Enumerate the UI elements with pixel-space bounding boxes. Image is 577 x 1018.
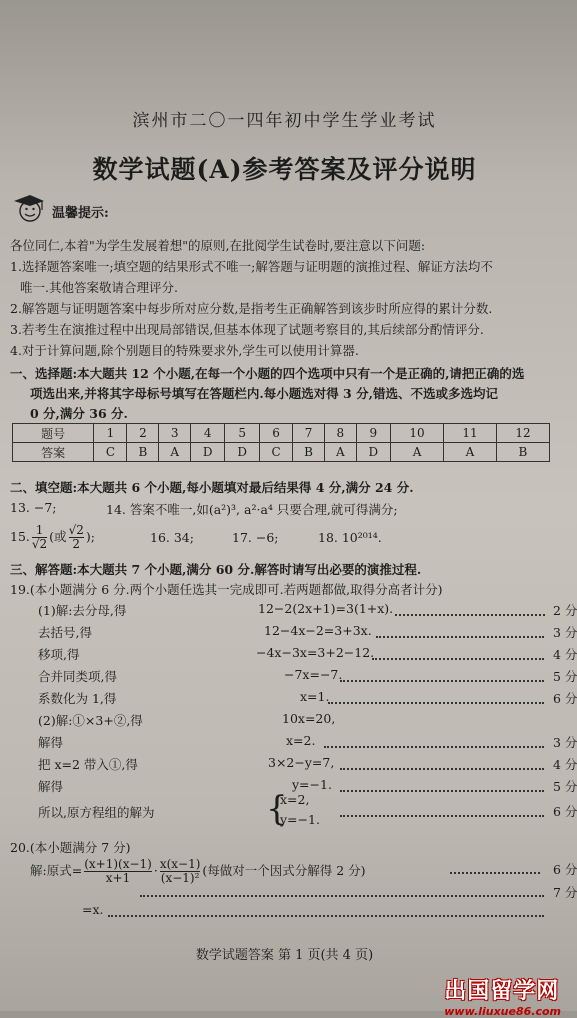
step-score: 4 分	[553, 647, 577, 662]
step-math: 10x=20,	[282, 711, 336, 726]
leader-dots	[395, 614, 545, 616]
denominator: √2	[31, 537, 48, 551]
question-number: 11	[444, 424, 497, 443]
answer-cell: A	[159, 443, 190, 462]
question-number: 4	[190, 424, 225, 443]
fraction	[160, 858, 201, 885]
step-score: 6 分	[553, 862, 577, 877]
fraction	[69, 524, 84, 551]
answer-16: 16. 34;	[150, 530, 194, 545]
numerator: (x+1)(x−1)	[84, 857, 152, 871]
watermark-title: 出国留学网	[444, 979, 560, 1004]
answer-cell: B	[127, 443, 159, 462]
step-label: (1)解:去分母,得	[38, 603, 127, 618]
question-number: 9	[356, 424, 391, 443]
denominator: 2	[72, 537, 81, 551]
solution-x: x=2,	[280, 792, 310, 807]
answer-cell: C	[259, 443, 292, 462]
answer-cell: A	[325, 443, 356, 462]
answer-17: 17. −6;	[232, 530, 279, 545]
watermark-logo	[444, 974, 561, 1018]
step-score: 3 分	[553, 625, 577, 640]
step-math: x=2.	[286, 733, 316, 748]
intro-line-1: 各位同仁,本着"为学生发展着想"的原则,在批阅学生试卷时,要注意以下问题:	[10, 238, 426, 253]
page-footer: 数学试题答案 第 1 页(共 4 页)	[195, 948, 374, 963]
denominator: x+1	[105, 871, 131, 885]
step-score: 6 分	[553, 804, 577, 819]
fraction	[32, 524, 47, 551]
row-label: 答案	[13, 443, 94, 462]
question-number: 7	[293, 424, 325, 443]
document-title: 数学试题(A)参考答案及评分说明	[92, 155, 477, 184]
question-number: 6	[259, 424, 292, 443]
q20-note: (每做对一个因式分解得 2 分)	[202, 863, 366, 878]
question-number: 10	[391, 424, 444, 443]
intro-line-2: 1.选择题答案唯一;填空题的结果形式不唯一;解答题与证明题的演推过程、解证方法均不	[10, 259, 493, 274]
leader-dots	[140, 895, 544, 897]
step-label: (2)解:①×3+②,得	[38, 713, 143, 728]
question-number: 2	[127, 424, 159, 443]
question-number: 1	[94, 424, 127, 443]
tip-heading: 温馨提示:	[52, 206, 109, 221]
q20-heading: 20.(本小题满分 7 分)	[10, 840, 131, 855]
intro-line-4: 2.解答题与证明题答案中每步所对应分数,是指考生正确解答到该步时所应得的累计分数.	[10, 301, 493, 316]
q20-line-1	[30, 858, 366, 885]
numerator: √2	[68, 523, 84, 537]
intro-line-5: 3.若考生在演推过程中出现局部错误,但基本体现了试题考察目的,其后续部分酌情评分.	[10, 322, 484, 337]
row-label: 题号	[13, 424, 94, 443]
leader-dots	[376, 636, 544, 638]
step-score: 6 分	[553, 691, 577, 706]
exam-title: 滨州市二〇一四年初中学生学业考试	[132, 111, 437, 131]
answer-cell: B	[293, 443, 325, 462]
step-label: 系数化为 1,得	[38, 691, 117, 706]
leader-dots	[372, 658, 544, 660]
q19-heading: 19.(本小题满分 6 分.两个小题任选其一完成即可.若两题都做,取得分高者计分)	[10, 582, 443, 597]
multiply-dot: ·	[153, 863, 158, 878]
question-number: 3	[159, 424, 190, 443]
leader-dots	[340, 815, 544, 817]
step-label: 解得	[38, 735, 64, 750]
system-brace: {	[266, 789, 288, 829]
answer-cell: C	[94, 443, 127, 462]
answer-cell: D	[225, 443, 260, 462]
final-label: 所以,原方程组的解为	[38, 805, 155, 820]
step-label: 解得	[38, 779, 64, 794]
numerator: x(x−1)	[159, 857, 201, 871]
fraction	[84, 858, 152, 885]
answer-cell: D	[356, 443, 391, 462]
leader-dots	[324, 746, 544, 748]
step-score: 2 分	[553, 603, 577, 618]
step-score: 5 分	[553, 779, 577, 794]
step-score: 3 分	[553, 735, 577, 750]
answer-row	[13, 443, 550, 462]
answer-cell: A	[444, 443, 497, 462]
section2-heading: 二、填空题:本大题共 6 个小题,每小题填对最后结果得 4 分,满分 24 分.	[10, 480, 414, 495]
step-math: x=1.	[300, 689, 330, 704]
step-label: 合并同类项,得	[38, 669, 117, 684]
step-math: 12−4x−2=3+3x.	[264, 623, 372, 638]
answer-15-close: );	[85, 529, 95, 544]
answer-cell: A	[391, 443, 444, 462]
step-math: y=−1.	[292, 777, 332, 792]
answer-cell: D	[190, 443, 225, 462]
answer-13: 13. −7;	[10, 500, 57, 515]
answer-14: 14. 答案不唯一,如(a²)³, a²·a⁴ 只要合理,就可得满分;	[106, 502, 398, 517]
answer-table	[12, 423, 550, 462]
q20-label: 解:原式=	[30, 863, 83, 878]
step-math: 12−2(2x+1)=3(1+x).	[258, 601, 394, 616]
answer-15	[10, 524, 95, 551]
solution-y: y=−1.	[280, 812, 320, 827]
q20-final: =x.	[82, 902, 104, 917]
step-math: 3×2−y=7,	[268, 755, 335, 770]
step-score: 5 分	[553, 669, 577, 684]
watermark-url: www.liuxue86.com	[444, 1005, 561, 1018]
denominator: (x−1)²	[160, 871, 200, 885]
step-math: −4x−3x=3+2−12.	[256, 645, 375, 660]
answer-15-or: (或	[49, 529, 67, 544]
leader-dots	[108, 915, 544, 917]
leader-dots	[328, 702, 544, 704]
leader-dots	[340, 790, 544, 792]
intro-line-6: 4.对于计算问题,除个别题目的特殊要求外,学生可以使用计算器.	[10, 343, 359, 358]
step-label: 移项,得	[38, 647, 80, 662]
answer-18: 18. 10²⁰¹⁴.	[318, 530, 382, 545]
answer-15-label: 15.	[10, 529, 30, 544]
question-number-row	[13, 424, 550, 443]
section3-heading: 三、解答题:本大题共 7 个小题,满分 60 分.解答时请写出必要的演推过程.	[10, 562, 422, 577]
step-score: 7 分	[553, 885, 577, 900]
question-number: 5	[225, 424, 260, 443]
leader-dots	[340, 680, 544, 682]
question-number: 8	[325, 424, 356, 443]
leader-dots	[340, 768, 544, 770]
leader-dots	[450, 872, 540, 874]
section1-line-3: 0 分,满分 36 分.	[30, 406, 128, 421]
intro-line-3: 唯一.其他答案敬请合理评分.	[20, 280, 178, 295]
answer-cell: B	[496, 443, 549, 462]
step-label: 把 x=2 带入①,得	[38, 757, 138, 772]
numerator: 1	[32, 524, 47, 538]
step-label: 去括号,得	[38, 625, 92, 640]
smiley-graduate-icon	[10, 193, 46, 223]
question-number: 12	[496, 424, 549, 443]
step-math: −7x=−7.	[284, 667, 343, 682]
step-score: 4 分	[553, 757, 577, 772]
section1-line-2: 项选出来,并将其字母标号填写在答题栏内.每小题选对得 3 分,错选、不选或多选均记	[30, 386, 498, 401]
section1-line-1: 一、选择题:本大题共 12 个小题,在每一个小题的四个选项中只有一个是正确的,请把正确的选	[10, 366, 525, 381]
